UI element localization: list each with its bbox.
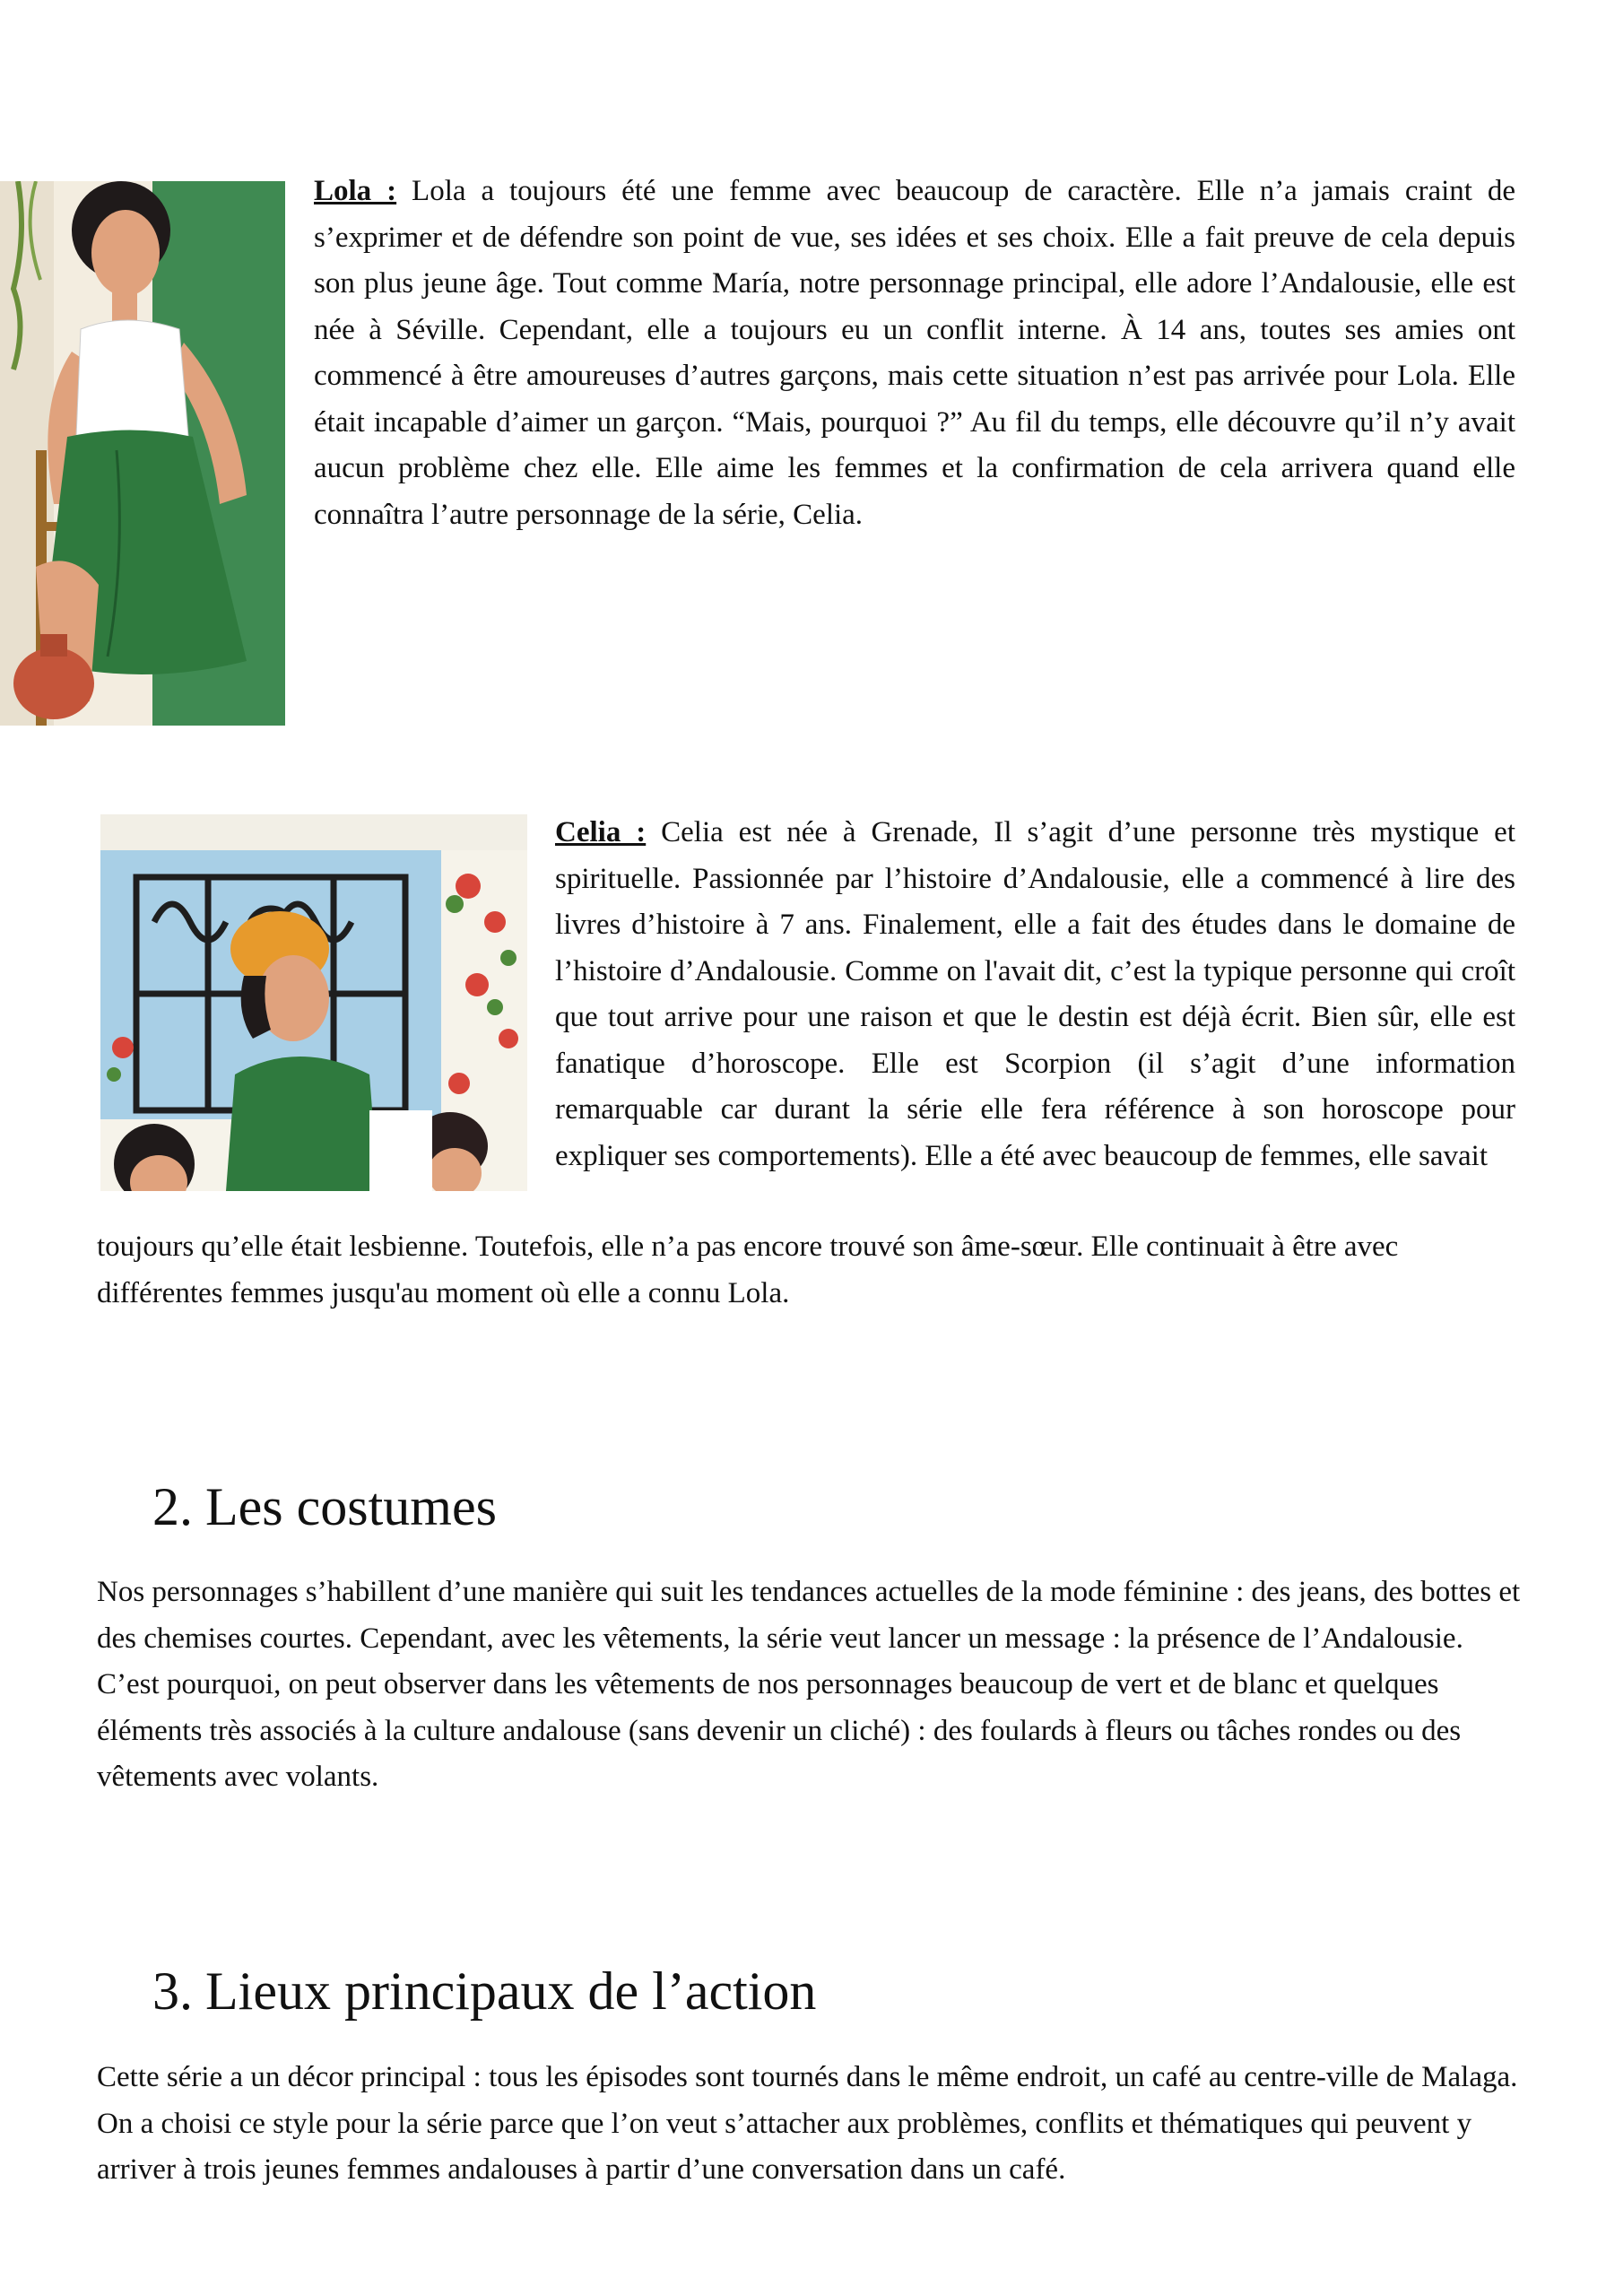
section-title: Les costumes [205, 1477, 497, 1536]
locations-paragraph [97, 2055, 1532, 2194]
locations-text: Cette série a un décor principal : tous les épisodes sont tournés dans le même endroit, un café au centre-ville de Malaga. On a choisi ce style pour la série parce que l’on veut s’attacher aux problèmes, conflits et thématiques qui peuvent y arriver à trois jeunes femmes andalouses à partir d’une conversation dans un café. [97, 2061, 1518, 2186]
lola-text: Lola a toujours été une femme avec beaucoup de caractère. Elle n’a jamais craint de s’exprimer et de défendre son point de vue, ses idées et ses choix. Elle a fait preuve de cela depuis son plus jeune âge. Tout comme María, notre personnage principal, elle adore l’Andalousie, elle est née à Séville. Cependant, elle a toujours eu un conflit interne. À 14 ans, toutes ses amies ont commencé à être amoureuses d’autres garçons, mais cette situation n’est pas arrivée pour Lola. Elle était incapable d’aimer un garçon. “Mais, pourquoi ?” Au fil du temps, elle découvre qu’il n’y avait aucun problème chez elle. Elle aime les femmes et la confirmation de cela arrivera quand elle connaîtra l’autre personnage de la série, Celia. [314, 175, 1516, 531]
lola-paragraph [314, 169, 1515, 538]
celia-text-continued: toujours qu’elle était lesbienne. Toutefois, elle n’a pas encore trouvé son âme-sœur. Elle continuait à être avec différentes femmes jusqu'au moment où elle a connu Lola. [97, 1231, 1399, 1309]
celia-illustration [100, 814, 527, 1191]
section-number: 2. [152, 1477, 193, 1536]
costumes-text: Nos personnages s’habillent d’une manière qui suit les tendances actuelles de la mode féminine : des jeans, des bottes et des chemises courtes. Cependant, avec les vêtements, la série veut lancer un message : la présence de l’Andalousie. C’est pourquoi, on peut observer dans les vêtements de nos personnages beaucoup de vert et de blanc et quelques éléments très associés à la culture andalouse (sans devenir un cliché) : des foulards à fleurs ou tâches rondes ou des vêtements avec volants. [97, 1576, 1521, 1793]
section-heading-costumes [152, 1475, 497, 1538]
lola-label: Lola : [314, 175, 397, 207]
celia-label: Celia : [555, 816, 647, 848]
section-title: Lieux principaux de l’action [205, 1961, 817, 2021]
celia-paragraph [555, 810, 1515, 1179]
celia-text: Celia est née à Grenade, Il s’agit d’une personne très mystique et spirituelle. Passionnée par l’histoire d’Andalousie, elle a commencé à lire des livres d’histoire à 7 ans. Finalement, elle a fait des études dans le domaine de l’histoire d’Andalousie. Comme on l'avait dit, c’est la typique personne qui croît que tout arrive pour une raison et que le destin est déjà écrit. Bien sûr, elle est fanatique d’horoscope. Elle est Scorpion (il s’agit d’une information remarquable car durant la série elle fera référence à son horoscope pour expliquer ses comportements). Elle a été avec beaucoup de femmes, elle savait [555, 816, 1515, 1172]
costumes-paragraph [97, 1570, 1532, 1801]
celia-paragraph-continued [97, 1224, 1523, 1317]
lola-illustration [0, 181, 285, 726]
section-number: 3. [152, 1961, 193, 2021]
section-heading-locations [152, 1960, 816, 2022]
